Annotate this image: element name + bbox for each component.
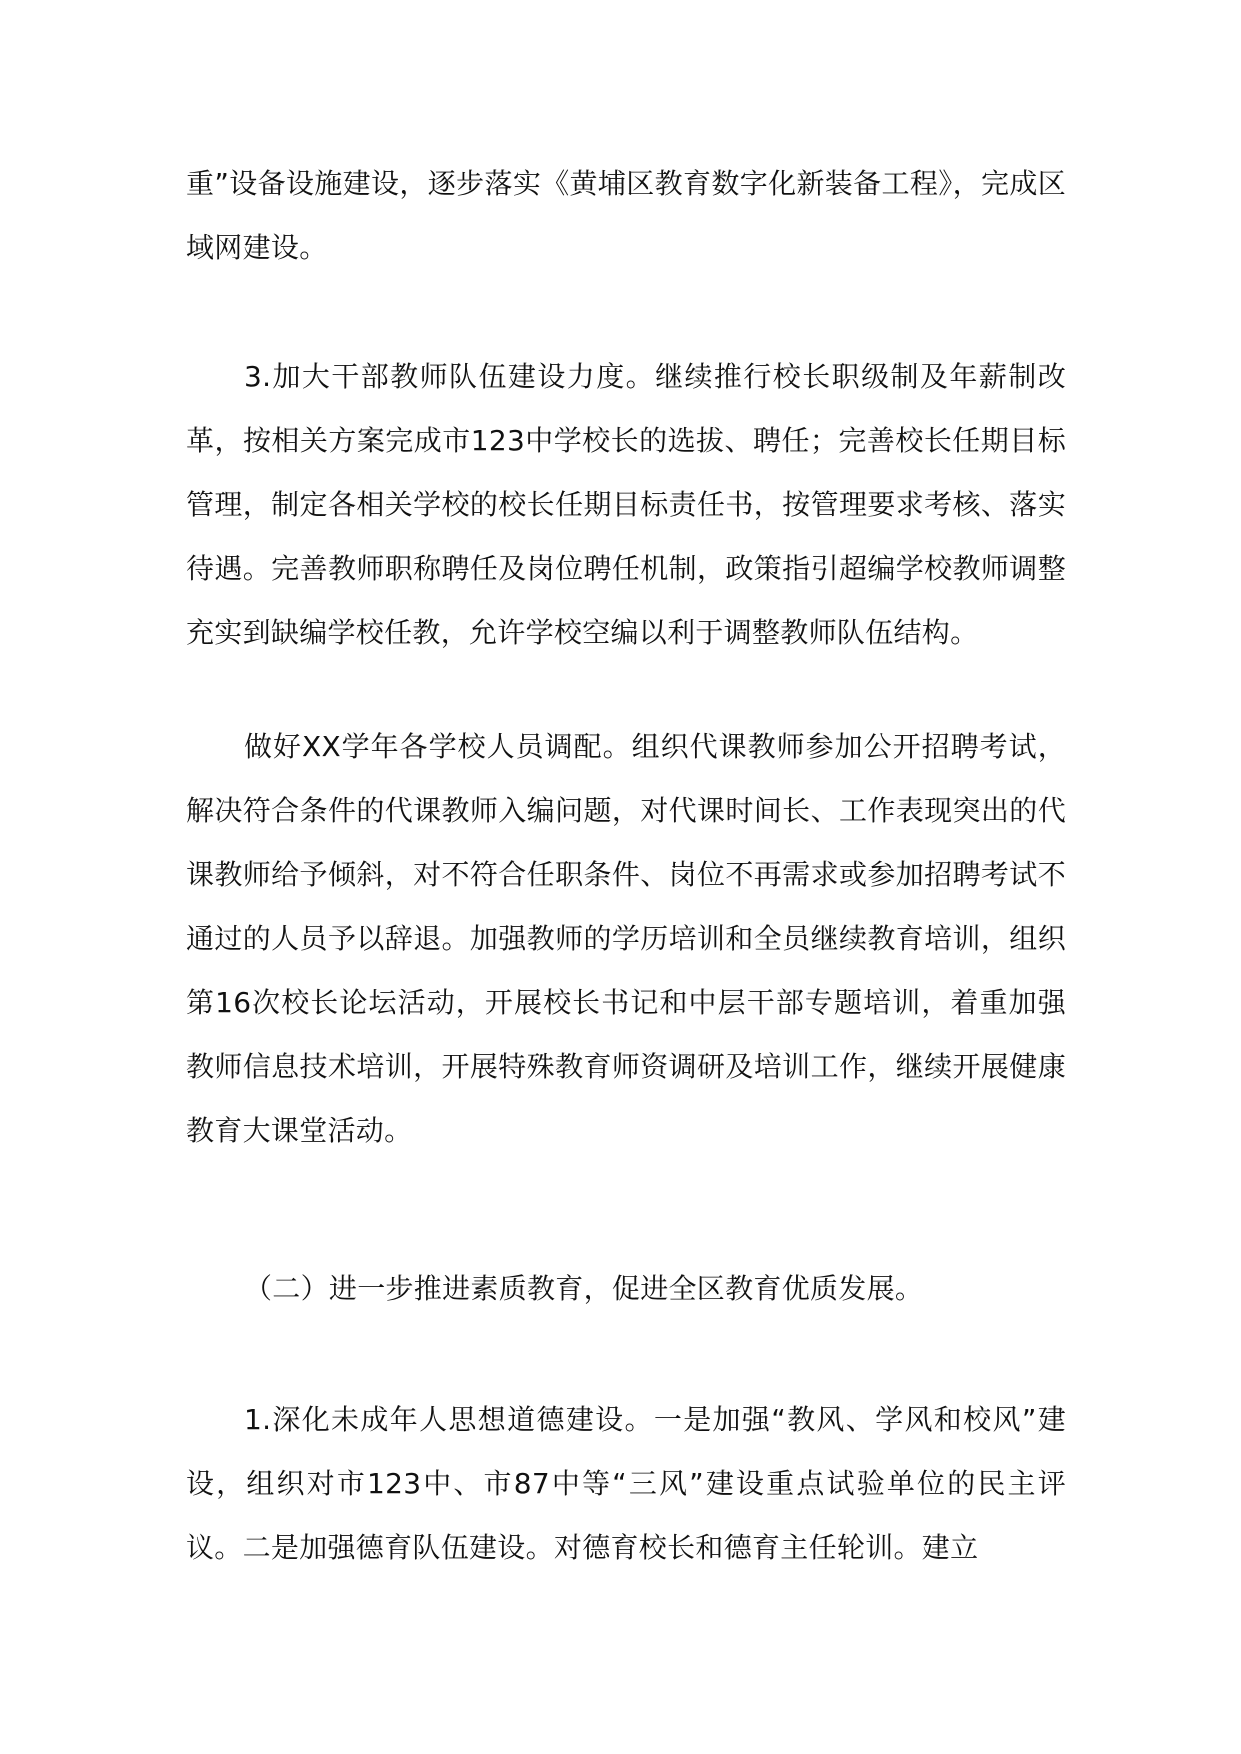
paragraph-moral-education: 1.深化未成年人思想道德建设。一是加强“教风、学风和校风”建设，组织对市123中、市87中等“三风”建设重点试验单位的民主评议。二是加强德育队伍建设。对德育校长和德育主任轮训。建立: [186, 1403, 1066, 1564]
section-heading: （二）进一步推进素质教育，促进全区教育优质发展。: [244, 1272, 924, 1305]
paragraph-staff-allocation: 做好XX学年各学校人员调配。组织代课教师参加公开招聘考试，解决符合条件的代课教师入编问题，对代课时间长、工作表现突出的代课教师给予倾斜，对不符合任职条件、岗位不再需求或参加招聘考试不通过的人员予以辞退。加强教师的学历培训和全员继续教育培训，组织第16次校长论坛活动，开展校长书记和中层干部专题培训，着重加强教师信息技术培训，开展特殊教育师资调研及培训工作，继续开展健康教育大课堂活动。: [186, 730, 1066, 1147]
paragraph-teacher-team: 3.加大干部教师队伍建设力度。继续推行校长职级制及年薪制改革，按相关方案完成市123中学校长的选拔、聘任；完善校长任期目标管理，制定各相关学校的校长任期目标责任书，按管理要求考核、落实待遇。完善教师职称聘任及岗位聘任机制，政策指引超编学校教师调整充实到缺编学校任教，允许学校空编以利于调整教师队伍结构。: [186, 360, 1066, 649]
paragraph-continuation: 重”设备设施建设，逐步落实《黄埔区教育数字化新装备工程》，完成区域网建设。: [186, 167, 1066, 264]
